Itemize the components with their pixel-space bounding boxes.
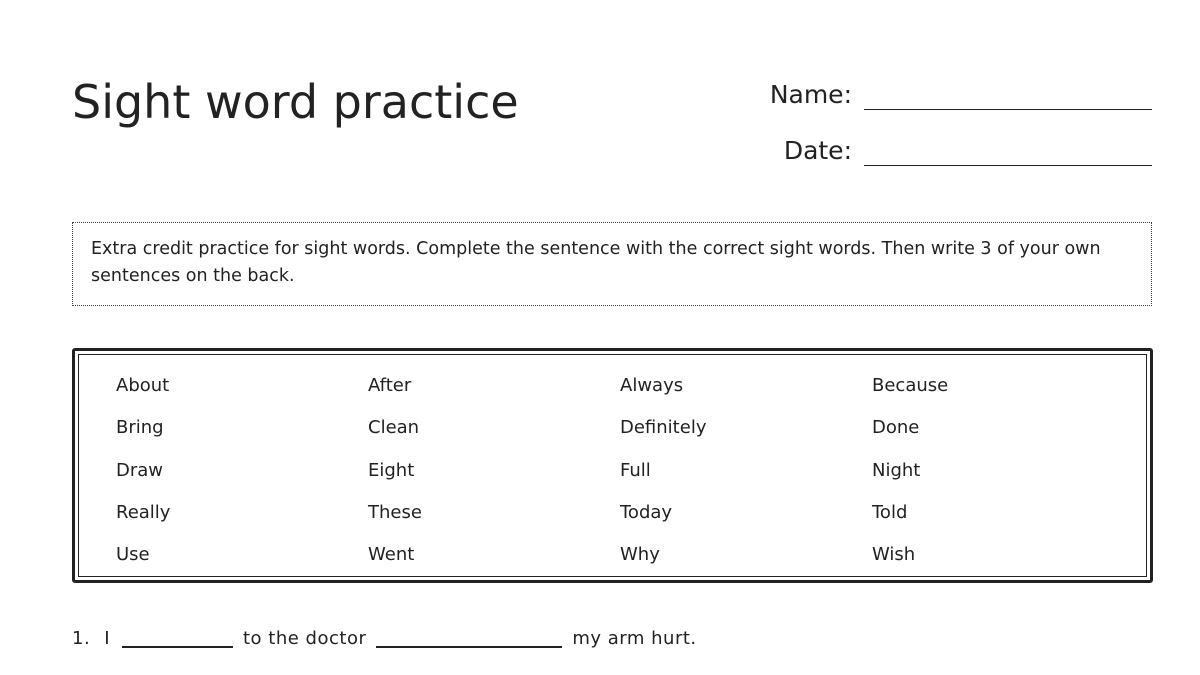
- sentence-text-part: my arm hurt.: [572, 628, 697, 649]
- answer-blank-2[interactable]: [376, 646, 562, 648]
- word-item: Done: [872, 417, 920, 439]
- word-item: Night: [872, 459, 921, 481]
- word-item: Told: [872, 501, 908, 523]
- date-field-row: [784, 134, 1152, 168]
- answer-blank-1[interactable]: [122, 646, 233, 648]
- word-item: Draw: [116, 459, 164, 481]
- name-field-row: [770, 78, 1152, 112]
- sentence-number: 1.: [72, 628, 91, 649]
- date-label: Date:: [783, 136, 852, 165]
- word-item: Always: [620, 375, 684, 396]
- sentence-text-part: I: [104, 628, 110, 649]
- page-title: Sight word practice: [72, 75, 519, 129]
- word-item: About: [116, 375, 170, 396]
- word-item: Today: [620, 501, 673, 523]
- word-item: Clean: [368, 417, 420, 439]
- word-item: Bring: [116, 417, 164, 439]
- word-item: After: [368, 375, 412, 396]
- word-item: Wish: [872, 544, 916, 565]
- word-item: Why: [620, 544, 660, 565]
- word-item: Went: [368, 544, 415, 565]
- date-field[interactable]: [864, 165, 1152, 166]
- name-label: Name:: [769, 80, 852, 109]
- instructions-box: [72, 222, 1152, 306]
- sentence-text-part: to the doctor: [243, 628, 367, 649]
- name-field[interactable]: [864, 109, 1152, 110]
- word-bank-inner-border: [78, 354, 1147, 577]
- sentence-1: [72, 624, 697, 654]
- word-grid: [116, 369, 1124, 580]
- instructions-text: Extra credit practice for sight words. Complete the sentence with the correct sight words. Then write 3 of your own sentences on the back.: [91, 239, 1101, 286]
- word-item: Because: [872, 375, 949, 396]
- word-item: Eight: [368, 459, 415, 481]
- word-bank: [72, 348, 1153, 583]
- word-item: Definitely: [620, 417, 707, 439]
- word-item: These: [368, 501, 422, 523]
- word-item: Use: [116, 544, 150, 565]
- word-item: Full: [620, 459, 651, 481]
- word-item: Really: [116, 501, 171, 523]
